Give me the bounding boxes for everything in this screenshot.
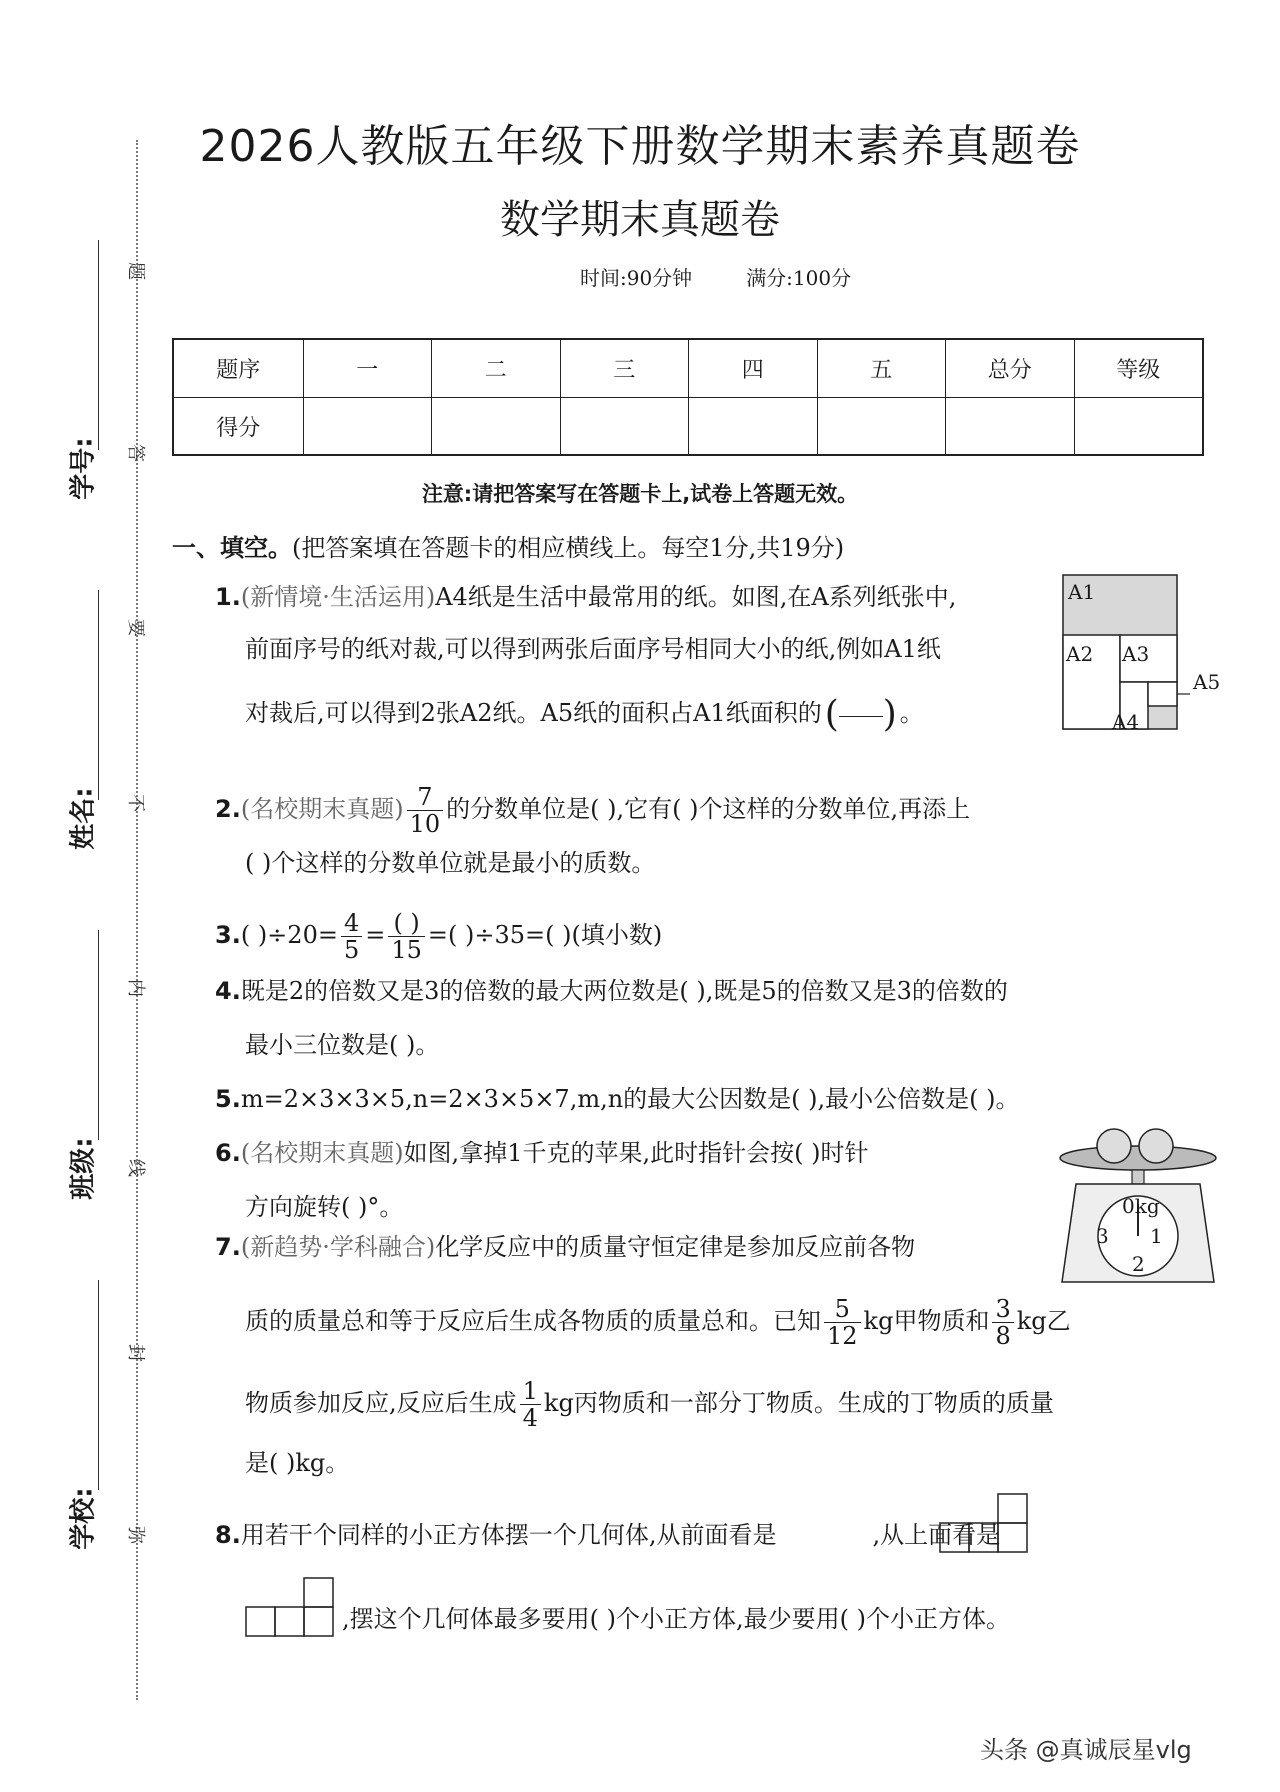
a5-rect bbox=[1148, 682, 1177, 706]
seal-word: 内 bbox=[125, 979, 146, 997]
question-8-line2: ,摆这个几何体最多要用( )个小正方体,最少要用( )个小正方体。 bbox=[342, 1605, 1010, 1633]
notice-text: 注意:请把答案写在答题卡上,试卷上答题无效。 bbox=[421, 482, 859, 506]
question-number: 5. bbox=[215, 1085, 241, 1113]
question-7-line4: 是( )kg。 bbox=[245, 1449, 350, 1477]
score-table bbox=[172, 338, 1204, 456]
question-7-line3 bbox=[245, 1378, 1054, 1431]
question-number: 7. bbox=[215, 1233, 241, 1261]
page-subtitle: 数学期末真题卷 bbox=[500, 197, 780, 243]
question-number: 1. bbox=[215, 583, 241, 611]
school-line bbox=[98, 1280, 99, 1490]
table-header-cell: 五 bbox=[817, 340, 946, 397]
seal-word: 弥 bbox=[125, 1526, 146, 1544]
table-header-cell: 一 bbox=[303, 340, 432, 397]
seal-dotted-line bbox=[136, 140, 138, 1700]
question-7 bbox=[215, 1232, 915, 1262]
score-cell[interactable] bbox=[431, 398, 560, 455]
question-text: m=2×3×3×5,n=2×3×5×7,m,n的最大公因数是( ),最小公倍数是( )。 bbox=[240, 1085, 1020, 1113]
question-text: 对裁后,可以得到2张A2纸。A5纸的面积占A1纸面积的 bbox=[245, 699, 822, 727]
exam-full-score: 满分:100分 bbox=[746, 266, 852, 290]
fraction: $\frac{7}{10}$ bbox=[407, 784, 444, 837]
score-cell[interactable] bbox=[560, 398, 689, 455]
label-a4: A4 bbox=[1112, 710, 1140, 734]
question-6 bbox=[215, 1138, 868, 1168]
question-2 bbox=[215, 784, 970, 837]
question-text: kg乙 bbox=[1016, 1307, 1071, 1335]
school-label: 学校: bbox=[68, 1487, 99, 1550]
question-number: 6. bbox=[215, 1139, 241, 1167]
question-4 bbox=[215, 976, 1008, 1006]
section-heading bbox=[172, 528, 844, 563]
scale-label: 2 bbox=[1132, 1252, 1145, 1276]
question-2-line2: ( )个这样的分数单位就是最小的质数。 bbox=[245, 849, 656, 877]
student-id-line bbox=[98, 240, 99, 450]
question-8 bbox=[215, 1520, 1000, 1550]
label-a1: A1 bbox=[1068, 580, 1096, 604]
fraction: $\frac{1}{4}$ bbox=[520, 1378, 541, 1431]
name-label: 姓名: bbox=[68, 787, 99, 850]
question-7-line2 bbox=[245, 1296, 1071, 1349]
question-text: 化学反应中的质量守恒定律是参加反应前各物 bbox=[435, 1233, 916, 1261]
seal-word: 线 bbox=[125, 1159, 146, 1177]
question-number: 2. bbox=[215, 795, 241, 823]
question-5 bbox=[215, 1084, 1020, 1114]
question-text: ,从上面看是 bbox=[872, 1521, 1001, 1549]
apple-icon bbox=[1139, 1129, 1173, 1163]
seal-word: 不 bbox=[125, 794, 146, 812]
top-view-figure bbox=[244, 1574, 338, 1638]
fraction: $\frac{4}{5}$ bbox=[341, 910, 362, 963]
question-1-line3 bbox=[245, 693, 924, 735]
question-text: 如图,拿掉1千克的苹果,此时指针会按( )时针 bbox=[403, 1139, 869, 1167]
question-text: 物质参加反应,反应后生成 bbox=[245, 1389, 517, 1417]
question-tag: (新情境·生活运用) bbox=[240, 583, 436, 611]
scale-label: 0kg bbox=[1122, 1194, 1160, 1218]
question-text: 。 bbox=[899, 699, 924, 727]
score-cell[interactable] bbox=[688, 398, 817, 455]
seal-word: 要 bbox=[125, 619, 146, 637]
question-text: =( )÷35=( )(填小数) bbox=[427, 921, 663, 949]
label-a5: A5 bbox=[1193, 670, 1221, 694]
question-text: kg丙物质和一部分丁物质。生成的丁物质的质量 bbox=[543, 1389, 1054, 1417]
label-a3: A3 bbox=[1122, 642, 1150, 666]
score-cell[interactable] bbox=[303, 398, 432, 455]
question-4-line2: 最小三位数是( )。 bbox=[245, 1031, 440, 1059]
apple-icon bbox=[1097, 1129, 1131, 1163]
question-number: 8. bbox=[215, 1521, 241, 1549]
question-text: 的分数单位是( ),它有( )个这样的分数单位,再添上 bbox=[446, 795, 971, 823]
table-header-cell: 等级 bbox=[1074, 340, 1203, 397]
scale-label: 3 bbox=[1096, 1224, 1109, 1248]
question-text: 用若干个同样的小正方体摆一个几何体,从前面看是 bbox=[240, 1521, 777, 1549]
question-3 bbox=[215, 910, 662, 963]
table-header-cell: 三 bbox=[560, 340, 689, 397]
seal-word: 答 bbox=[125, 444, 146, 462]
front-view-figure bbox=[938, 1490, 1032, 1554]
seal-word: 封 bbox=[125, 1344, 146, 1362]
table-header-cell: 二 bbox=[431, 340, 560, 397]
section-heading-label: 一、填空。 bbox=[172, 534, 292, 562]
answer-fraction-blank[interactable]: ( ) bbox=[824, 693, 897, 735]
class-label: 班级: bbox=[68, 1137, 99, 1200]
question-text: A4纸是生活中最常用的纸。如图,在A系列纸张中, bbox=[435, 583, 957, 611]
question-text: 既是2的倍数又是3的倍数的最大两位数是( ),既是5的倍数又是3的倍数的 bbox=[240, 977, 1008, 1005]
score-row-label: 得分 bbox=[216, 416, 261, 441]
class-line bbox=[98, 930, 99, 1140]
section-instruction: (把答案填在答题卡的相应横线上。每空1分,共19分) bbox=[292, 534, 845, 562]
fraction: $\frac{3}{8}$ bbox=[992, 1296, 1013, 1349]
score-cell[interactable] bbox=[1074, 398, 1203, 455]
question-1-line2: 前面序号的纸对裁,可以得到两张后面序号相同大小的纸,例如A1纸 bbox=[245, 635, 941, 663]
score-cell[interactable] bbox=[817, 398, 946, 455]
label-a2: A2 bbox=[1066, 642, 1094, 666]
equals-sign: = bbox=[365, 921, 386, 949]
fraction: $\frac{5}{12}$ bbox=[824, 1296, 861, 1349]
question-text: ( )÷20= bbox=[240, 921, 338, 949]
page-title: 2026人教版五年级下册数学期末素养真题卷 bbox=[199, 121, 1081, 172]
score-table-score-row bbox=[174, 397, 1202, 455]
student-id-label: 学号: bbox=[68, 437, 99, 500]
question-text: kg甲物质和 bbox=[863, 1307, 990, 1335]
table-header-cell: 总分 bbox=[945, 340, 1074, 397]
watermark: 头条 @真诚辰星vlg bbox=[980, 1736, 1192, 1764]
fraction-blank[interactable]: $\frac{( )}{15}$ bbox=[388, 910, 425, 963]
question-6-line2: 方向旋转( )°。 bbox=[245, 1193, 404, 1221]
score-table-header-row bbox=[174, 340, 1202, 397]
scale-label: 1 bbox=[1150, 1224, 1163, 1248]
question-text: 质的质量总和等于反应后生成各物质的质量总和。已知 bbox=[245, 1307, 821, 1335]
seal-word: 题 bbox=[125, 262, 146, 280]
table-header-cell: 题序 bbox=[216, 358, 261, 383]
exam-time: 时间:90分钟 bbox=[580, 266, 693, 290]
score-cell[interactable] bbox=[945, 398, 1074, 455]
question-number: 3. bbox=[215, 921, 241, 949]
question-tag: (新趋势·学科融合) bbox=[240, 1233, 436, 1261]
question-number: 4. bbox=[215, 977, 241, 1005]
table-header-cell: 四 bbox=[688, 340, 817, 397]
name-line bbox=[98, 590, 99, 800]
question-tag: (名校期末真题) bbox=[240, 795, 404, 823]
question-1 bbox=[215, 582, 956, 612]
exam-meta bbox=[580, 262, 905, 291]
question-tag: (名校期末真题) bbox=[240, 1139, 404, 1167]
